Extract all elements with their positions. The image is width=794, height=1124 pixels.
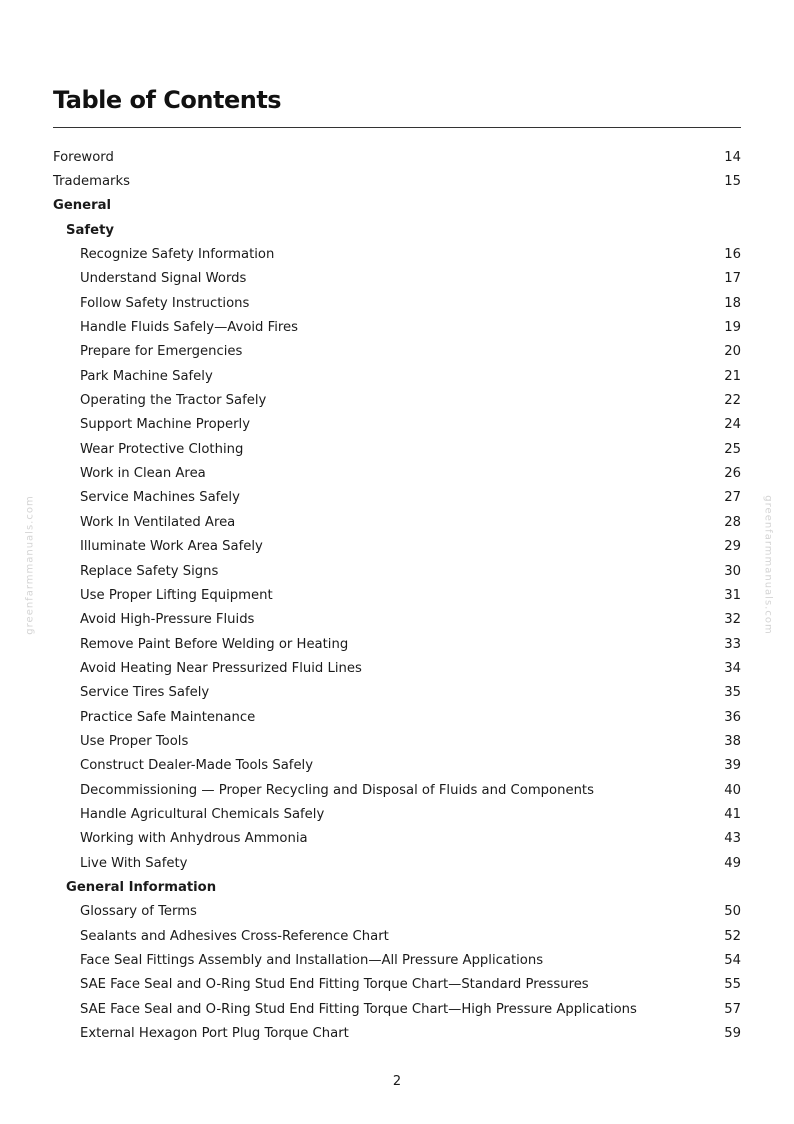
- toc-list: [53, 145, 741, 1046]
- toc-section-heading: [53, 218, 741, 242]
- toc-entry-label: Support Machine Properly: [80, 417, 251, 433]
- toc-entry-page: 57: [724, 1001, 741, 1017]
- toc-entry-label: External Hexagon Port Plug Torque Chart: [80, 1026, 349, 1042]
- toc-entry-label: Handle Agricultural Chemicals Safely: [80, 806, 325, 822]
- toc-entry-label: Replace Safety Signs: [80, 563, 219, 579]
- toc-entry-page: 24: [724, 417, 741, 433]
- toc-entry-label: Practice Safe Maintenance: [80, 709, 256, 725]
- toc-entry-page: 16: [724, 247, 741, 263]
- page-number: 2: [392, 1074, 402, 1089]
- watermark-left: greenfarmmanuals.com: [24, 495, 36, 635]
- toc-entry[interactable]: [53, 145, 741, 169]
- toc-entry-page: 41: [724, 806, 741, 822]
- toc-entry-label: Safety: [66, 222, 114, 238]
- toc-entry[interactable]: [53, 681, 741, 705]
- toc-entry-label: Recognize Safety Information: [80, 247, 275, 263]
- toc-entry[interactable]: [53, 705, 741, 729]
- toc-entry-label: SAE Face Seal and O-Ring Stud End Fitting Torque Chart—High Pressure Applications: [80, 1001, 637, 1017]
- toc-section-heading: [53, 194, 741, 218]
- toc-entry[interactable]: [53, 900, 741, 924]
- toc-entry[interactable]: [53, 461, 741, 485]
- toc-entry-label: Park Machine Safely: [80, 368, 213, 384]
- toc-entry-page: 54: [724, 953, 741, 969]
- toc-entry[interactable]: [53, 948, 741, 972]
- toc-entry-page: 31: [724, 587, 741, 603]
- toc-entry-label: Service Tires Safely: [80, 685, 210, 701]
- toc-entry-page: 38: [724, 733, 741, 749]
- toc-entry-label: Sealants and Adhesives Cross-Reference Chart: [80, 928, 389, 944]
- toc-entry-label: Service Machines Safely: [80, 490, 240, 506]
- toc-entry-label: Live With Safety: [80, 855, 188, 871]
- toc-entry[interactable]: [53, 632, 741, 656]
- toc-entry[interactable]: [53, 340, 741, 364]
- toc-entry[interactable]: [53, 924, 741, 948]
- toc-entry-label: Follow Safety Instructions: [80, 295, 250, 311]
- toc-entry-label: Trademarks: [53, 174, 130, 190]
- toc-entry[interactable]: [53, 1021, 741, 1045]
- toc-entry-page: 22: [724, 393, 741, 409]
- toc-entry-label: Handle Fluids Safely—Avoid Fires: [80, 320, 299, 336]
- toc-entry-page: 15: [724, 174, 741, 190]
- toc-entry-label: General: [53, 198, 112, 214]
- toc-entry-label: Work in Clean Area: [80, 466, 206, 482]
- toc-section-heading: [53, 875, 741, 899]
- toc-entry-page: 25: [724, 441, 741, 457]
- toc-entry-label: Use Proper Tools: [80, 733, 189, 749]
- toc-entry-page: 19: [724, 320, 741, 336]
- toc-entry[interactable]: [53, 486, 741, 510]
- toc-entry-page: 14: [724, 149, 741, 165]
- toc-entry-label: Working with Anhydrous Ammonia: [80, 831, 308, 847]
- toc-entry-page: 20: [724, 344, 741, 360]
- toc-entry[interactable]: [53, 754, 741, 778]
- title-divider: [53, 127, 741, 128]
- toc-entry[interactable]: [53, 973, 741, 997]
- toc-entry[interactable]: [53, 291, 741, 315]
- watermark-right: greenfarmmanuals.com: [762, 495, 774, 635]
- toc-entry-page: 40: [724, 782, 741, 798]
- toc-entry-page: 18: [724, 295, 741, 311]
- toc-entry[interactable]: [53, 729, 741, 753]
- toc-entry[interactable]: [53, 413, 741, 437]
- toc-entry[interactable]: [53, 827, 741, 851]
- toc-entry[interactable]: [53, 997, 741, 1021]
- toc-entry-label: Prepare for Emergencies: [80, 344, 243, 360]
- toc-entry-page: 36: [724, 709, 741, 725]
- toc-entry-label: Decommissioning — Proper Recycling and Disposal of Fluids and Components: [80, 782, 594, 798]
- toc-entry-label: Understand Signal Words: [80, 271, 247, 287]
- toc-entry-label: Construct Dealer-Made Tools Safely: [80, 758, 314, 774]
- toc-entry-page: 50: [724, 904, 741, 920]
- toc-entry-label: Face Seal Fittings Assembly and Installation—All Pressure Applications: [80, 953, 544, 969]
- toc-entry[interactable]: [53, 267, 741, 291]
- toc-entry[interactable]: [53, 510, 741, 534]
- toc-entry-page: 43: [724, 831, 741, 847]
- toc-entry[interactable]: [53, 535, 741, 559]
- toc-entry-page: 59: [724, 1026, 741, 1042]
- toc-entry-page: 34: [724, 660, 741, 676]
- toc-entry-page: 35: [724, 685, 741, 701]
- toc-entry-page: 27: [724, 490, 741, 506]
- toc-entry[interactable]: [53, 242, 741, 266]
- toc-entry-page: 32: [724, 612, 741, 628]
- toc-entry-page: 26: [724, 466, 741, 482]
- toc-entry[interactable]: [53, 608, 741, 632]
- toc-entry[interactable]: [53, 656, 741, 680]
- toc-entry-label: Glossary of Terms: [80, 904, 197, 920]
- toc-entry-label: Operating the Tractor Safely: [80, 393, 267, 409]
- toc-entry-label: Avoid High-Pressure Fluids: [80, 612, 255, 628]
- toc-entry-page: 55: [724, 977, 741, 993]
- toc-entry[interactable]: [53, 778, 741, 802]
- toc-entry[interactable]: [53, 364, 741, 388]
- toc-entry[interactable]: [53, 169, 741, 193]
- toc-entry[interactable]: [53, 315, 741, 339]
- toc-entry[interactable]: [53, 388, 741, 412]
- toc-entry-label: General Information: [66, 879, 217, 895]
- toc-entry[interactable]: [53, 583, 741, 607]
- toc-entry-page: 17: [724, 271, 741, 287]
- toc-entry-page: 39: [724, 758, 741, 774]
- toc-entry-page: 21: [724, 368, 741, 384]
- toc-entry[interactable]: [53, 437, 741, 461]
- toc-entry-label: Illuminate Work Area Safely: [80, 539, 263, 555]
- toc-entry-page: 49: [724, 855, 741, 871]
- toc-entry-label: Work In Ventilated Area: [80, 514, 236, 530]
- toc-entry-label: Remove Paint Before Welding or Heating: [80, 636, 349, 652]
- toc-entry-label: Foreword: [53, 149, 114, 165]
- toc-entry-page: 30: [724, 563, 741, 579]
- toc-entry-label: SAE Face Seal and O-Ring Stud End Fitting Torque Chart—Standard Pressures: [80, 977, 589, 993]
- toc-entry[interactable]: [53, 851, 741, 875]
- toc-entry-label: Use Proper Lifting Equipment: [80, 587, 273, 603]
- toc-entry-page: 52: [724, 928, 741, 944]
- toc-entry[interactable]: [53, 802, 741, 826]
- toc-entry-label: Wear Protective Clothing: [80, 441, 244, 457]
- page-title: Table of Contents: [53, 86, 282, 114]
- toc-entry[interactable]: [53, 559, 741, 583]
- toc-entry-page: 33: [724, 636, 741, 652]
- toc-entry-label: Avoid Heating Near Pressurized Fluid Lines: [80, 660, 362, 676]
- toc-entry-page: 29: [724, 539, 741, 555]
- toc-entry-page: 28: [724, 514, 741, 530]
